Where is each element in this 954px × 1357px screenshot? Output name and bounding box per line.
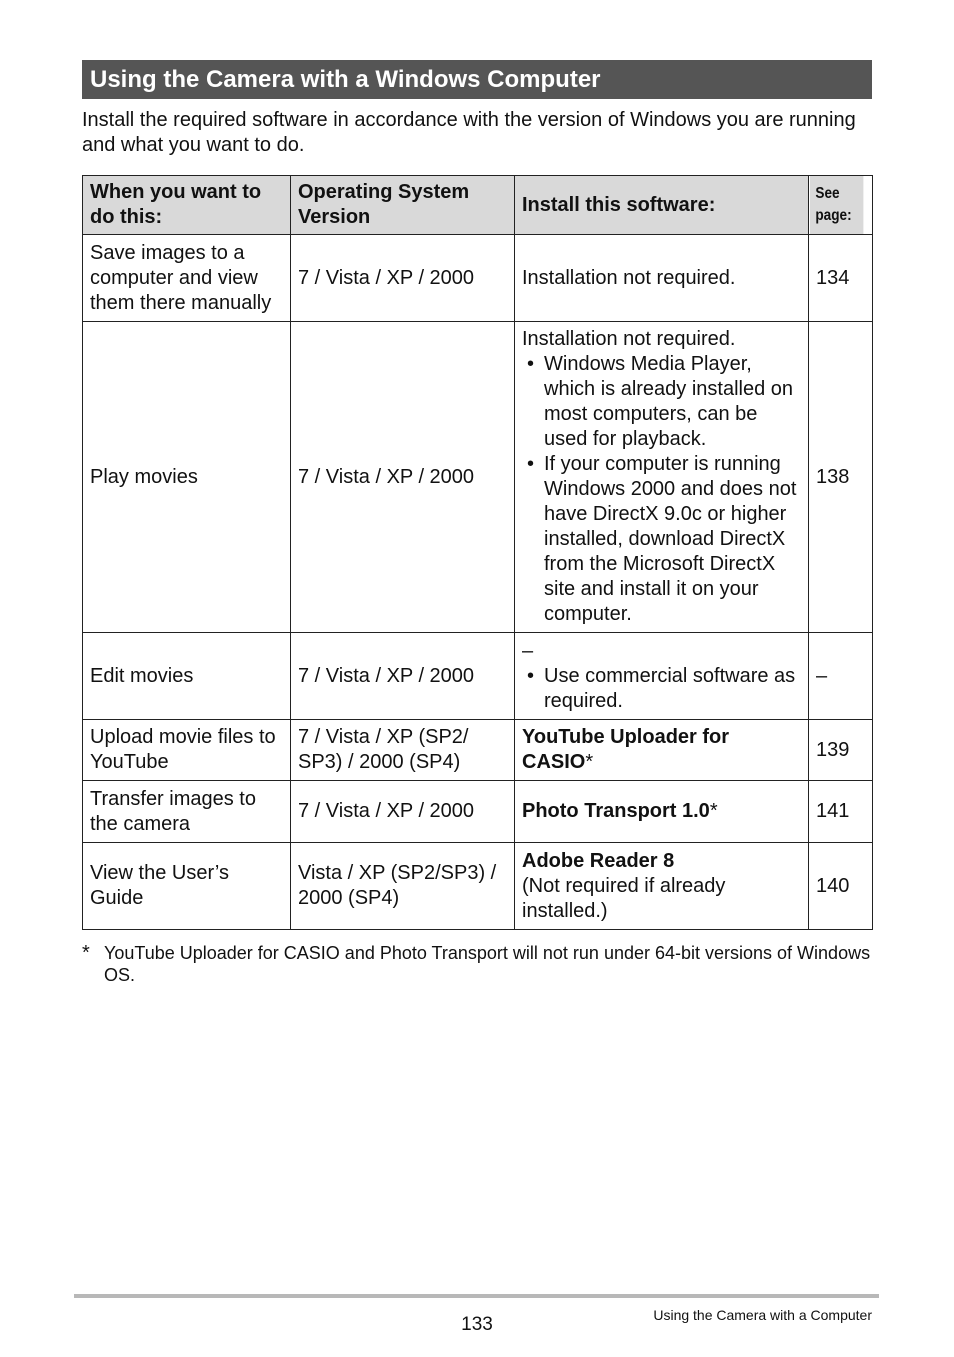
list-item: • Windows Media Player, which is already installed on most computers, can be used for playback. bbox=[522, 352, 801, 452]
footnote bbox=[82, 942, 872, 986]
row-software bbox=[515, 720, 809, 781]
page-number: 133 bbox=[461, 1314, 493, 1335]
row-os: 7 / Vista / XP / 2000 bbox=[291, 781, 515, 843]
row-task: Transfer images to the camera bbox=[83, 781, 291, 843]
row-software: Installation not required. bbox=[515, 235, 809, 322]
row-task: Play movies bbox=[83, 322, 291, 633]
table-row bbox=[83, 781, 873, 843]
intro-paragraph: Install the required software in accordance with the version of Windows you are running and what you want to do. bbox=[82, 109, 856, 156]
table-header-row bbox=[83, 176, 873, 235]
row-os: 7 / Vista / XP (SP2/ SP3) / 2000 (SP4) bbox=[291, 720, 515, 781]
footnote-marker: * bbox=[585, 751, 594, 773]
row-page: 139 bbox=[809, 720, 873, 781]
list-item: • Use commercial software as required. bbox=[522, 664, 801, 714]
footnote-text: YouTube Uploader for CASIO and Photo Transport will not run under 64-bit versions of Windows OS. bbox=[104, 943, 871, 985]
row-task: Save images to a computer and view them there manually bbox=[83, 235, 291, 322]
header-os: Operating System Version bbox=[291, 176, 515, 235]
footer-divider bbox=[74, 1294, 879, 1298]
header-page: See page: bbox=[809, 176, 863, 235]
row-page: 138 bbox=[809, 322, 873, 633]
row-software bbox=[515, 322, 809, 633]
software-intro: Installation not required. bbox=[522, 328, 736, 350]
page-title: Using the Camera with a Windows Computer bbox=[90, 65, 601, 93]
table-row bbox=[83, 235, 873, 322]
footer-section-title: Using the Camera with a Computer bbox=[653, 1307, 872, 1323]
row-task: Edit movies bbox=[83, 633, 291, 720]
software-name: Adobe Reader 8 bbox=[522, 849, 675, 872]
header-task: When you want to do this: bbox=[83, 176, 291, 235]
row-page: 141 bbox=[809, 781, 873, 843]
row-task: View the User’s Guide bbox=[83, 843, 291, 930]
table-row bbox=[83, 843, 873, 930]
software-name: YouTube Uploader for CASIO bbox=[522, 726, 730, 773]
software-name: Photo Transport 1.0 bbox=[522, 800, 710, 822]
row-software bbox=[515, 781, 809, 843]
row-os: 7 / Vista / XP / 2000 bbox=[291, 322, 515, 633]
software-intro: – bbox=[522, 639, 534, 662]
header-software: Install this software: bbox=[515, 176, 809, 235]
table-row bbox=[83, 720, 873, 781]
row-software bbox=[515, 633, 809, 720]
row-page: 140 bbox=[809, 843, 873, 930]
table-row bbox=[83, 322, 873, 633]
software-table bbox=[82, 175, 873, 930]
footnote-marker: * bbox=[709, 800, 718, 822]
row-page: – bbox=[809, 633, 873, 720]
row-os: Vista / XP (SP2/SP3) / 2000 (SP4) bbox=[291, 843, 515, 930]
row-task: Upload movie files to YouTube bbox=[83, 720, 291, 781]
software-bullet-list bbox=[522, 664, 801, 714]
software-note: (Not required if already installed.) bbox=[522, 874, 726, 922]
row-page: 134 bbox=[809, 235, 873, 322]
row-os: 7 / Vista / XP / 2000 bbox=[291, 235, 515, 322]
row-software bbox=[515, 843, 809, 930]
software-bullet-list bbox=[522, 352, 801, 627]
list-item: • If your computer is running Windows 2000 and does not have DirectX 9.0c or higher installed, download DirectX from the Microsoft DirectX site and install it on your computer. bbox=[522, 452, 801, 627]
row-os: 7 / Vista / XP / 2000 bbox=[291, 633, 515, 720]
section-heading-bar bbox=[82, 60, 872, 99]
table-row bbox=[83, 633, 873, 720]
footnote-mark: * bbox=[82, 942, 90, 964]
